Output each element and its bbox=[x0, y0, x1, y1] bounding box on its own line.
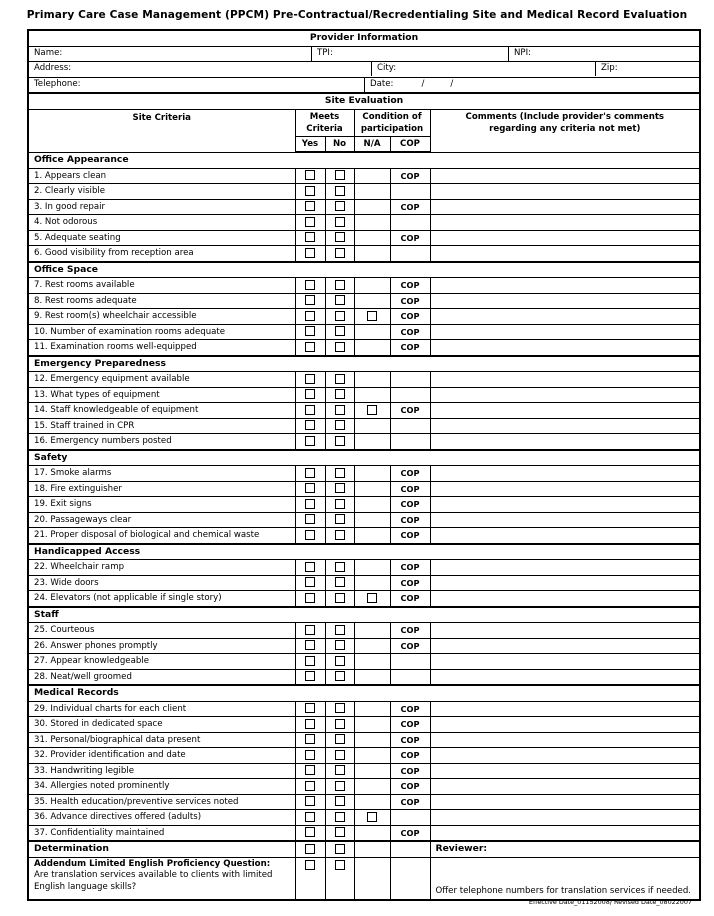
cop-marker bbox=[390, 215, 430, 231]
yes-checkbox[interactable] bbox=[295, 199, 325, 215]
cop-marker: COP bbox=[390, 403, 430, 419]
comment-field[interactable] bbox=[430, 340, 700, 356]
provider-info-header: Provider Information bbox=[28, 30, 700, 46]
criteria-label: 24. Elevators (not applicable if single story) bbox=[28, 591, 295, 607]
criteria-label: 26. Answer phones promptly bbox=[28, 638, 295, 654]
yes-checkbox[interactable] bbox=[295, 466, 325, 482]
cop-marker: COP bbox=[390, 591, 430, 607]
criteria-label: 4. Not odorous bbox=[28, 215, 295, 231]
criteria-label: 32. Provider identification and date bbox=[28, 748, 295, 764]
site-criteria-header: Site Criteria bbox=[28, 109, 295, 152]
criteria-row bbox=[28, 669, 700, 685]
yes-header: Yes bbox=[295, 136, 325, 152]
na-cell bbox=[354, 732, 390, 748]
yes-checkbox[interactable] bbox=[295, 230, 325, 246]
comment-field[interactable] bbox=[430, 825, 700, 841]
comment-field[interactable] bbox=[430, 779, 700, 795]
no-checkbox[interactable] bbox=[325, 466, 354, 482]
no-checkbox[interactable] bbox=[325, 293, 354, 309]
na-cell bbox=[354, 418, 390, 434]
cop-marker: COP bbox=[390, 230, 430, 246]
criteria-row bbox=[28, 434, 700, 450]
cop-marker bbox=[390, 654, 430, 670]
comment-field[interactable] bbox=[430, 215, 700, 231]
criteria-label: 9. Rest room(s) wheelchair accessible bbox=[28, 309, 295, 325]
cop-marker: COP bbox=[390, 717, 430, 733]
criteria-row bbox=[28, 309, 700, 325]
yes-checkbox[interactable] bbox=[295, 528, 325, 544]
section-header: Handicapped Access bbox=[28, 544, 700, 560]
criteria-row bbox=[28, 199, 700, 215]
criteria-row bbox=[28, 512, 700, 528]
yes-checkbox[interactable] bbox=[295, 497, 325, 513]
cop-marker: COP bbox=[390, 199, 430, 215]
na-cell bbox=[354, 669, 390, 685]
yes-checkbox[interactable] bbox=[295, 418, 325, 434]
yes-checkbox[interactable] bbox=[295, 779, 325, 795]
na-cell bbox=[354, 748, 390, 764]
na-cell bbox=[354, 638, 390, 654]
cop-marker: COP bbox=[390, 466, 430, 482]
city-field[interactable]: City: bbox=[372, 62, 596, 76]
na-cell bbox=[354, 825, 390, 841]
criteria-label: 30. Stored in dedicated space bbox=[28, 717, 295, 733]
comment-field[interactable] bbox=[430, 512, 700, 528]
comment-field[interactable] bbox=[430, 309, 700, 325]
no-checkbox[interactable] bbox=[325, 591, 354, 607]
criteria-row bbox=[28, 230, 700, 246]
footer-dates: Effective Date_01152008/ Revised Date_08022007 bbox=[528, 898, 692, 906]
cop-marker: COP bbox=[390, 701, 430, 717]
na-cell bbox=[354, 497, 390, 513]
no-checkbox[interactable] bbox=[325, 575, 354, 591]
cop-marker: COP bbox=[390, 340, 430, 356]
section-header: Office Space bbox=[28, 262, 700, 278]
criteria-label: 15. Staff trained in CPR bbox=[28, 418, 295, 434]
cop-marker: COP bbox=[390, 732, 430, 748]
comment-field[interactable] bbox=[430, 230, 700, 246]
meets-criteria-header: Meets Criteria bbox=[295, 109, 354, 136]
cop-marker: COP bbox=[390, 779, 430, 795]
comment-field[interactable] bbox=[430, 732, 700, 748]
criteria-label: 20. Passageways clear bbox=[28, 512, 295, 528]
npi-field[interactable]: NPI: bbox=[514, 47, 532, 58]
na-cell bbox=[354, 293, 390, 309]
na-cell bbox=[354, 623, 390, 639]
yes-checkbox[interactable] bbox=[295, 403, 325, 419]
no-checkbox[interactable] bbox=[325, 418, 354, 434]
no-checkbox[interactable] bbox=[325, 669, 354, 685]
yes-checkbox[interactable] bbox=[295, 810, 325, 826]
condition-of-participation-header: Condition of participation bbox=[354, 109, 430, 136]
na-cell bbox=[354, 512, 390, 528]
yes-checkbox[interactable] bbox=[295, 481, 325, 497]
yes-checkbox[interactable] bbox=[295, 623, 325, 639]
criteria-row bbox=[28, 794, 700, 810]
cop-marker bbox=[390, 387, 430, 403]
yes-checkbox[interactable] bbox=[295, 168, 325, 184]
criteria-label: 29. Individual charts for each client bbox=[28, 701, 295, 717]
cop-marker: COP bbox=[390, 763, 430, 779]
yes-checkbox[interactable] bbox=[295, 669, 325, 685]
criteria-row bbox=[28, 779, 700, 795]
comment-field[interactable] bbox=[430, 748, 700, 764]
criteria-label: 33. Handwriting legible bbox=[28, 763, 295, 779]
criteria-label: 27. Appear knowledgeable bbox=[28, 654, 295, 670]
no-checkbox[interactable] bbox=[325, 497, 354, 513]
no-checkbox[interactable] bbox=[325, 512, 354, 528]
criteria-row bbox=[28, 340, 700, 356]
na-header: N/A bbox=[354, 136, 390, 152]
criteria-label: 17. Smoke alarms bbox=[28, 466, 295, 482]
no-checkbox[interactable] bbox=[325, 701, 354, 717]
addendum-no-checkbox[interactable] bbox=[325, 857, 354, 900]
criteria-row bbox=[28, 638, 700, 654]
criteria-row bbox=[28, 293, 700, 309]
comment-field[interactable] bbox=[430, 591, 700, 607]
criteria-label: 8. Rest rooms adequate bbox=[28, 293, 295, 309]
criteria-row bbox=[28, 654, 700, 670]
section-header: Medical Records bbox=[28, 685, 700, 701]
na-cell bbox=[354, 654, 390, 670]
criteria-label: 16. Emergency numbers posted bbox=[28, 434, 295, 450]
yes-checkbox[interactable] bbox=[295, 372, 325, 388]
determination-yes-checkbox[interactable] bbox=[295, 841, 325, 857]
no-checkbox[interactable] bbox=[325, 481, 354, 497]
criteria-label: 37. Confidentiality maintained bbox=[28, 825, 295, 841]
section-header: Staff bbox=[28, 607, 700, 623]
no-checkbox[interactable] bbox=[325, 215, 354, 231]
no-checkbox[interactable] bbox=[325, 387, 354, 403]
determination-label: Determination bbox=[28, 841, 295, 857]
na-cell bbox=[354, 481, 390, 497]
no-checkbox[interactable] bbox=[325, 528, 354, 544]
cop-marker: COP bbox=[390, 794, 430, 810]
na-cell bbox=[354, 324, 390, 340]
comment-field[interactable] bbox=[430, 717, 700, 733]
name-field[interactable]: Name: bbox=[29, 47, 312, 61]
section-header: Office Appearance bbox=[28, 152, 700, 168]
na-cell bbox=[354, 701, 390, 717]
comment-field[interactable] bbox=[430, 278, 700, 294]
criteria-label: 7. Rest rooms available bbox=[28, 278, 295, 294]
addendum-question: Are translation services available to clients with limited English language skills? bbox=[34, 870, 273, 892]
comment-field[interactable] bbox=[430, 372, 700, 388]
criteria-label: 6. Good visibility from reception area bbox=[28, 246, 295, 262]
addendum-note: Offer telephone numbers for translation services if needed. bbox=[430, 857, 700, 900]
criteria-row bbox=[28, 575, 700, 591]
criteria-label: 25. Courteous bbox=[28, 623, 295, 639]
criteria-label: 5. Adequate seating bbox=[28, 230, 295, 246]
yes-checkbox[interactable] bbox=[295, 309, 325, 325]
criteria-row bbox=[28, 528, 700, 544]
zip-field[interactable]: Zip: bbox=[601, 63, 618, 74]
cop-marker: COP bbox=[390, 560, 430, 576]
no-checkbox[interactable] bbox=[325, 638, 354, 654]
yes-checkbox[interactable] bbox=[295, 278, 325, 294]
address-field[interactable]: Address: bbox=[29, 62, 372, 76]
comment-field[interactable] bbox=[430, 497, 700, 513]
no-checkbox[interactable] bbox=[325, 184, 354, 200]
na-cell bbox=[354, 794, 390, 810]
yes-checkbox[interactable] bbox=[295, 638, 325, 654]
cop-marker bbox=[390, 184, 430, 200]
criteria-row bbox=[28, 701, 700, 717]
criteria-row bbox=[28, 168, 700, 184]
criteria-row bbox=[28, 560, 700, 576]
no-checkbox[interactable] bbox=[325, 810, 354, 826]
date-field[interactable]: Date: / / bbox=[370, 78, 454, 89]
form-title: Primary Care Case Management (PPCM) Pre-Contractual/Recredentialing Site and Medical Record Evaluation bbox=[26, 9, 688, 21]
yes-checkbox[interactable] bbox=[295, 434, 325, 450]
comment-field[interactable] bbox=[430, 638, 700, 654]
criteria-row bbox=[28, 278, 700, 294]
criteria-row bbox=[28, 481, 700, 497]
yes-checkbox[interactable] bbox=[295, 825, 325, 841]
no-checkbox[interactable] bbox=[325, 623, 354, 639]
criteria-row bbox=[28, 825, 700, 841]
yes-checkbox[interactable] bbox=[295, 387, 325, 403]
no-header: No bbox=[325, 136, 354, 152]
na-cell bbox=[354, 434, 390, 450]
cop-marker bbox=[390, 418, 430, 434]
criteria-label: 14. Staff knowledgeable of equipment bbox=[28, 403, 295, 419]
cop-marker: COP bbox=[390, 638, 430, 654]
na-cell bbox=[354, 466, 390, 482]
no-checkbox[interactable] bbox=[325, 230, 354, 246]
comments-header: Comments (Include provider's comments regarding any criteria not met) bbox=[430, 109, 700, 152]
yes-checkbox[interactable] bbox=[295, 763, 325, 779]
criteria-label: 21. Proper disposal of biological and chemical waste bbox=[28, 528, 295, 544]
comment-field[interactable] bbox=[430, 434, 700, 450]
cop-marker: COP bbox=[390, 309, 430, 325]
criteria-row bbox=[28, 215, 700, 231]
yes-checkbox[interactable] bbox=[295, 701, 325, 717]
na-cell bbox=[354, 230, 390, 246]
no-checkbox[interactable] bbox=[325, 199, 354, 215]
criteria-label: 11. Examination rooms well-equipped bbox=[28, 340, 295, 356]
no-checkbox[interactable] bbox=[325, 794, 354, 810]
na-cell bbox=[354, 340, 390, 356]
criteria-label: 12. Emergency equipment available bbox=[28, 372, 295, 388]
na-cell bbox=[354, 779, 390, 795]
comment-field[interactable] bbox=[430, 418, 700, 434]
cop-header: COP bbox=[390, 136, 430, 152]
comment-field[interactable] bbox=[430, 763, 700, 779]
no-checkbox[interactable] bbox=[325, 732, 354, 748]
criteria-row bbox=[28, 246, 700, 262]
yes-checkbox[interactable] bbox=[295, 324, 325, 340]
cop-marker: COP bbox=[390, 278, 430, 294]
no-checkbox[interactable] bbox=[325, 168, 354, 184]
na-checkbox[interactable] bbox=[354, 591, 390, 607]
yes-checkbox[interactable] bbox=[295, 293, 325, 309]
comment-field[interactable] bbox=[430, 466, 700, 482]
no-checkbox[interactable] bbox=[325, 825, 354, 841]
determination-no-checkbox[interactable] bbox=[325, 841, 354, 857]
no-checkbox[interactable] bbox=[325, 434, 354, 450]
no-checkbox[interactable] bbox=[325, 779, 354, 795]
no-checkbox[interactable] bbox=[325, 560, 354, 576]
yes-checkbox[interactable] bbox=[295, 184, 325, 200]
yes-checkbox[interactable] bbox=[295, 654, 325, 670]
no-checkbox[interactable] bbox=[325, 763, 354, 779]
criteria-label: 1. Appears clean bbox=[28, 168, 295, 184]
cop-marker: COP bbox=[390, 168, 430, 184]
comment-field[interactable] bbox=[430, 481, 700, 497]
comment-field[interactable] bbox=[430, 184, 700, 200]
cop-marker: COP bbox=[390, 512, 430, 528]
yes-checkbox[interactable] bbox=[295, 575, 325, 591]
criteria-row bbox=[28, 466, 700, 482]
cop-marker: COP bbox=[390, 575, 430, 591]
cop-marker bbox=[390, 669, 430, 685]
criteria-row bbox=[28, 623, 700, 639]
criteria-label: 34. Allergies noted prominently bbox=[28, 779, 295, 795]
no-checkbox[interactable] bbox=[325, 324, 354, 340]
comment-field[interactable] bbox=[430, 293, 700, 309]
comment-field[interactable] bbox=[430, 794, 700, 810]
criteria-label: 10. Number of examination rooms adequate bbox=[28, 324, 295, 340]
criteria-row bbox=[28, 184, 700, 200]
cop-marker bbox=[390, 246, 430, 262]
section-header: Emergency Preparedness bbox=[28, 356, 700, 372]
comment-field[interactable] bbox=[430, 575, 700, 591]
criteria-row bbox=[28, 763, 700, 779]
na-cell bbox=[354, 372, 390, 388]
na-cell bbox=[354, 184, 390, 200]
criteria-row bbox=[28, 748, 700, 764]
criteria-row bbox=[28, 497, 700, 513]
yes-checkbox[interactable] bbox=[295, 512, 325, 528]
comment-field[interactable] bbox=[430, 810, 700, 826]
na-checkbox[interactable] bbox=[354, 810, 390, 826]
criteria-label: 35. Health education/preventive services noted bbox=[28, 794, 295, 810]
criteria-row bbox=[28, 403, 700, 419]
no-checkbox[interactable] bbox=[325, 654, 354, 670]
na-cell bbox=[354, 168, 390, 184]
evaluation-form bbox=[27, 29, 701, 901]
no-checkbox[interactable] bbox=[325, 246, 354, 262]
cop-marker bbox=[390, 810, 430, 826]
no-checkbox[interactable] bbox=[325, 748, 354, 764]
na-checkbox[interactable] bbox=[354, 403, 390, 419]
criteria-row bbox=[28, 732, 700, 748]
cop-marker bbox=[390, 434, 430, 450]
cop-marker: COP bbox=[390, 528, 430, 544]
criteria-label: 3. In good repair bbox=[28, 199, 295, 215]
addendum-yes-checkbox[interactable] bbox=[295, 857, 325, 900]
na-cell bbox=[354, 215, 390, 231]
addendum-question-cell bbox=[28, 857, 295, 900]
yes-checkbox[interactable] bbox=[295, 560, 325, 576]
criteria-label: 18. Fire extinguisher bbox=[28, 481, 295, 497]
addendum-title: Addendum Limited English Proficiency Question: bbox=[34, 858, 271, 869]
yes-checkbox[interactable] bbox=[295, 340, 325, 356]
cop-marker bbox=[390, 372, 430, 388]
comment-field[interactable] bbox=[430, 701, 700, 717]
na-cell bbox=[354, 387, 390, 403]
no-checkbox[interactable] bbox=[325, 309, 354, 325]
yes-checkbox[interactable] bbox=[295, 732, 325, 748]
comment-field[interactable] bbox=[430, 560, 700, 576]
criteria-label: 28. Neat/well groomed bbox=[28, 669, 295, 685]
section-header: Safety bbox=[28, 450, 700, 466]
site-evaluation-header: Site Evaluation bbox=[28, 93, 700, 109]
criteria-label: 31. Personal/biographical data present bbox=[28, 732, 295, 748]
cop-marker: COP bbox=[390, 825, 430, 841]
na-cell bbox=[354, 199, 390, 215]
criteria-label: 22. Wheelchair ramp bbox=[28, 560, 295, 576]
yes-checkbox[interactable] bbox=[295, 717, 325, 733]
reviewer-field[interactable]: Reviewer: bbox=[430, 841, 700, 857]
cop-marker: COP bbox=[390, 293, 430, 309]
na-checkbox[interactable] bbox=[354, 309, 390, 325]
no-checkbox[interactable] bbox=[325, 717, 354, 733]
yes-checkbox[interactable] bbox=[295, 246, 325, 262]
no-checkbox[interactable] bbox=[325, 372, 354, 388]
no-checkbox[interactable] bbox=[325, 340, 354, 356]
criteria-row bbox=[28, 387, 700, 403]
cop-marker: COP bbox=[390, 481, 430, 497]
comment-field[interactable] bbox=[430, 528, 700, 544]
no-checkbox[interactable] bbox=[325, 278, 354, 294]
yes-checkbox[interactable] bbox=[295, 591, 325, 607]
comment-field[interactable] bbox=[430, 168, 700, 184]
criteria-label: 2. Clearly visible bbox=[28, 184, 295, 200]
comment-field[interactable] bbox=[430, 324, 700, 340]
na-cell bbox=[354, 560, 390, 576]
na-cell bbox=[354, 717, 390, 733]
comment-field[interactable] bbox=[430, 669, 700, 685]
cop-marker: COP bbox=[390, 748, 430, 764]
tpi-field[interactable]: TPI: bbox=[312, 47, 509, 61]
criteria-row bbox=[28, 418, 700, 434]
criteria-label: 19. Exit signs bbox=[28, 497, 295, 513]
yes-checkbox[interactable] bbox=[295, 215, 325, 231]
na-cell bbox=[354, 278, 390, 294]
criteria-row bbox=[28, 810, 700, 826]
criteria-label: 36. Advance directives offered (adults) bbox=[28, 810, 295, 826]
comment-field[interactable] bbox=[430, 403, 700, 419]
comment-field[interactable] bbox=[430, 387, 700, 403]
criteria-row bbox=[28, 324, 700, 340]
telephone-field[interactable]: Telephone: bbox=[29, 78, 365, 92]
comment-field[interactable] bbox=[430, 246, 700, 262]
cop-marker: COP bbox=[390, 497, 430, 513]
na-cell bbox=[354, 528, 390, 544]
criteria-row bbox=[28, 372, 700, 388]
yes-checkbox[interactable] bbox=[295, 748, 325, 764]
na-cell bbox=[354, 575, 390, 591]
comment-field[interactable] bbox=[430, 199, 700, 215]
criteria-row bbox=[28, 717, 700, 733]
comment-field[interactable] bbox=[430, 654, 700, 670]
comment-field[interactable] bbox=[430, 623, 700, 639]
criteria-label: 23. Wide doors bbox=[28, 575, 295, 591]
yes-checkbox[interactable] bbox=[295, 794, 325, 810]
no-checkbox[interactable] bbox=[325, 403, 354, 419]
criteria-label: 13. What types of equipment bbox=[28, 387, 295, 403]
criteria-row bbox=[28, 591, 700, 607]
cop-marker: COP bbox=[390, 623, 430, 639]
cop-marker: COP bbox=[390, 324, 430, 340]
na-cell bbox=[354, 763, 390, 779]
na-cell bbox=[354, 246, 390, 262]
